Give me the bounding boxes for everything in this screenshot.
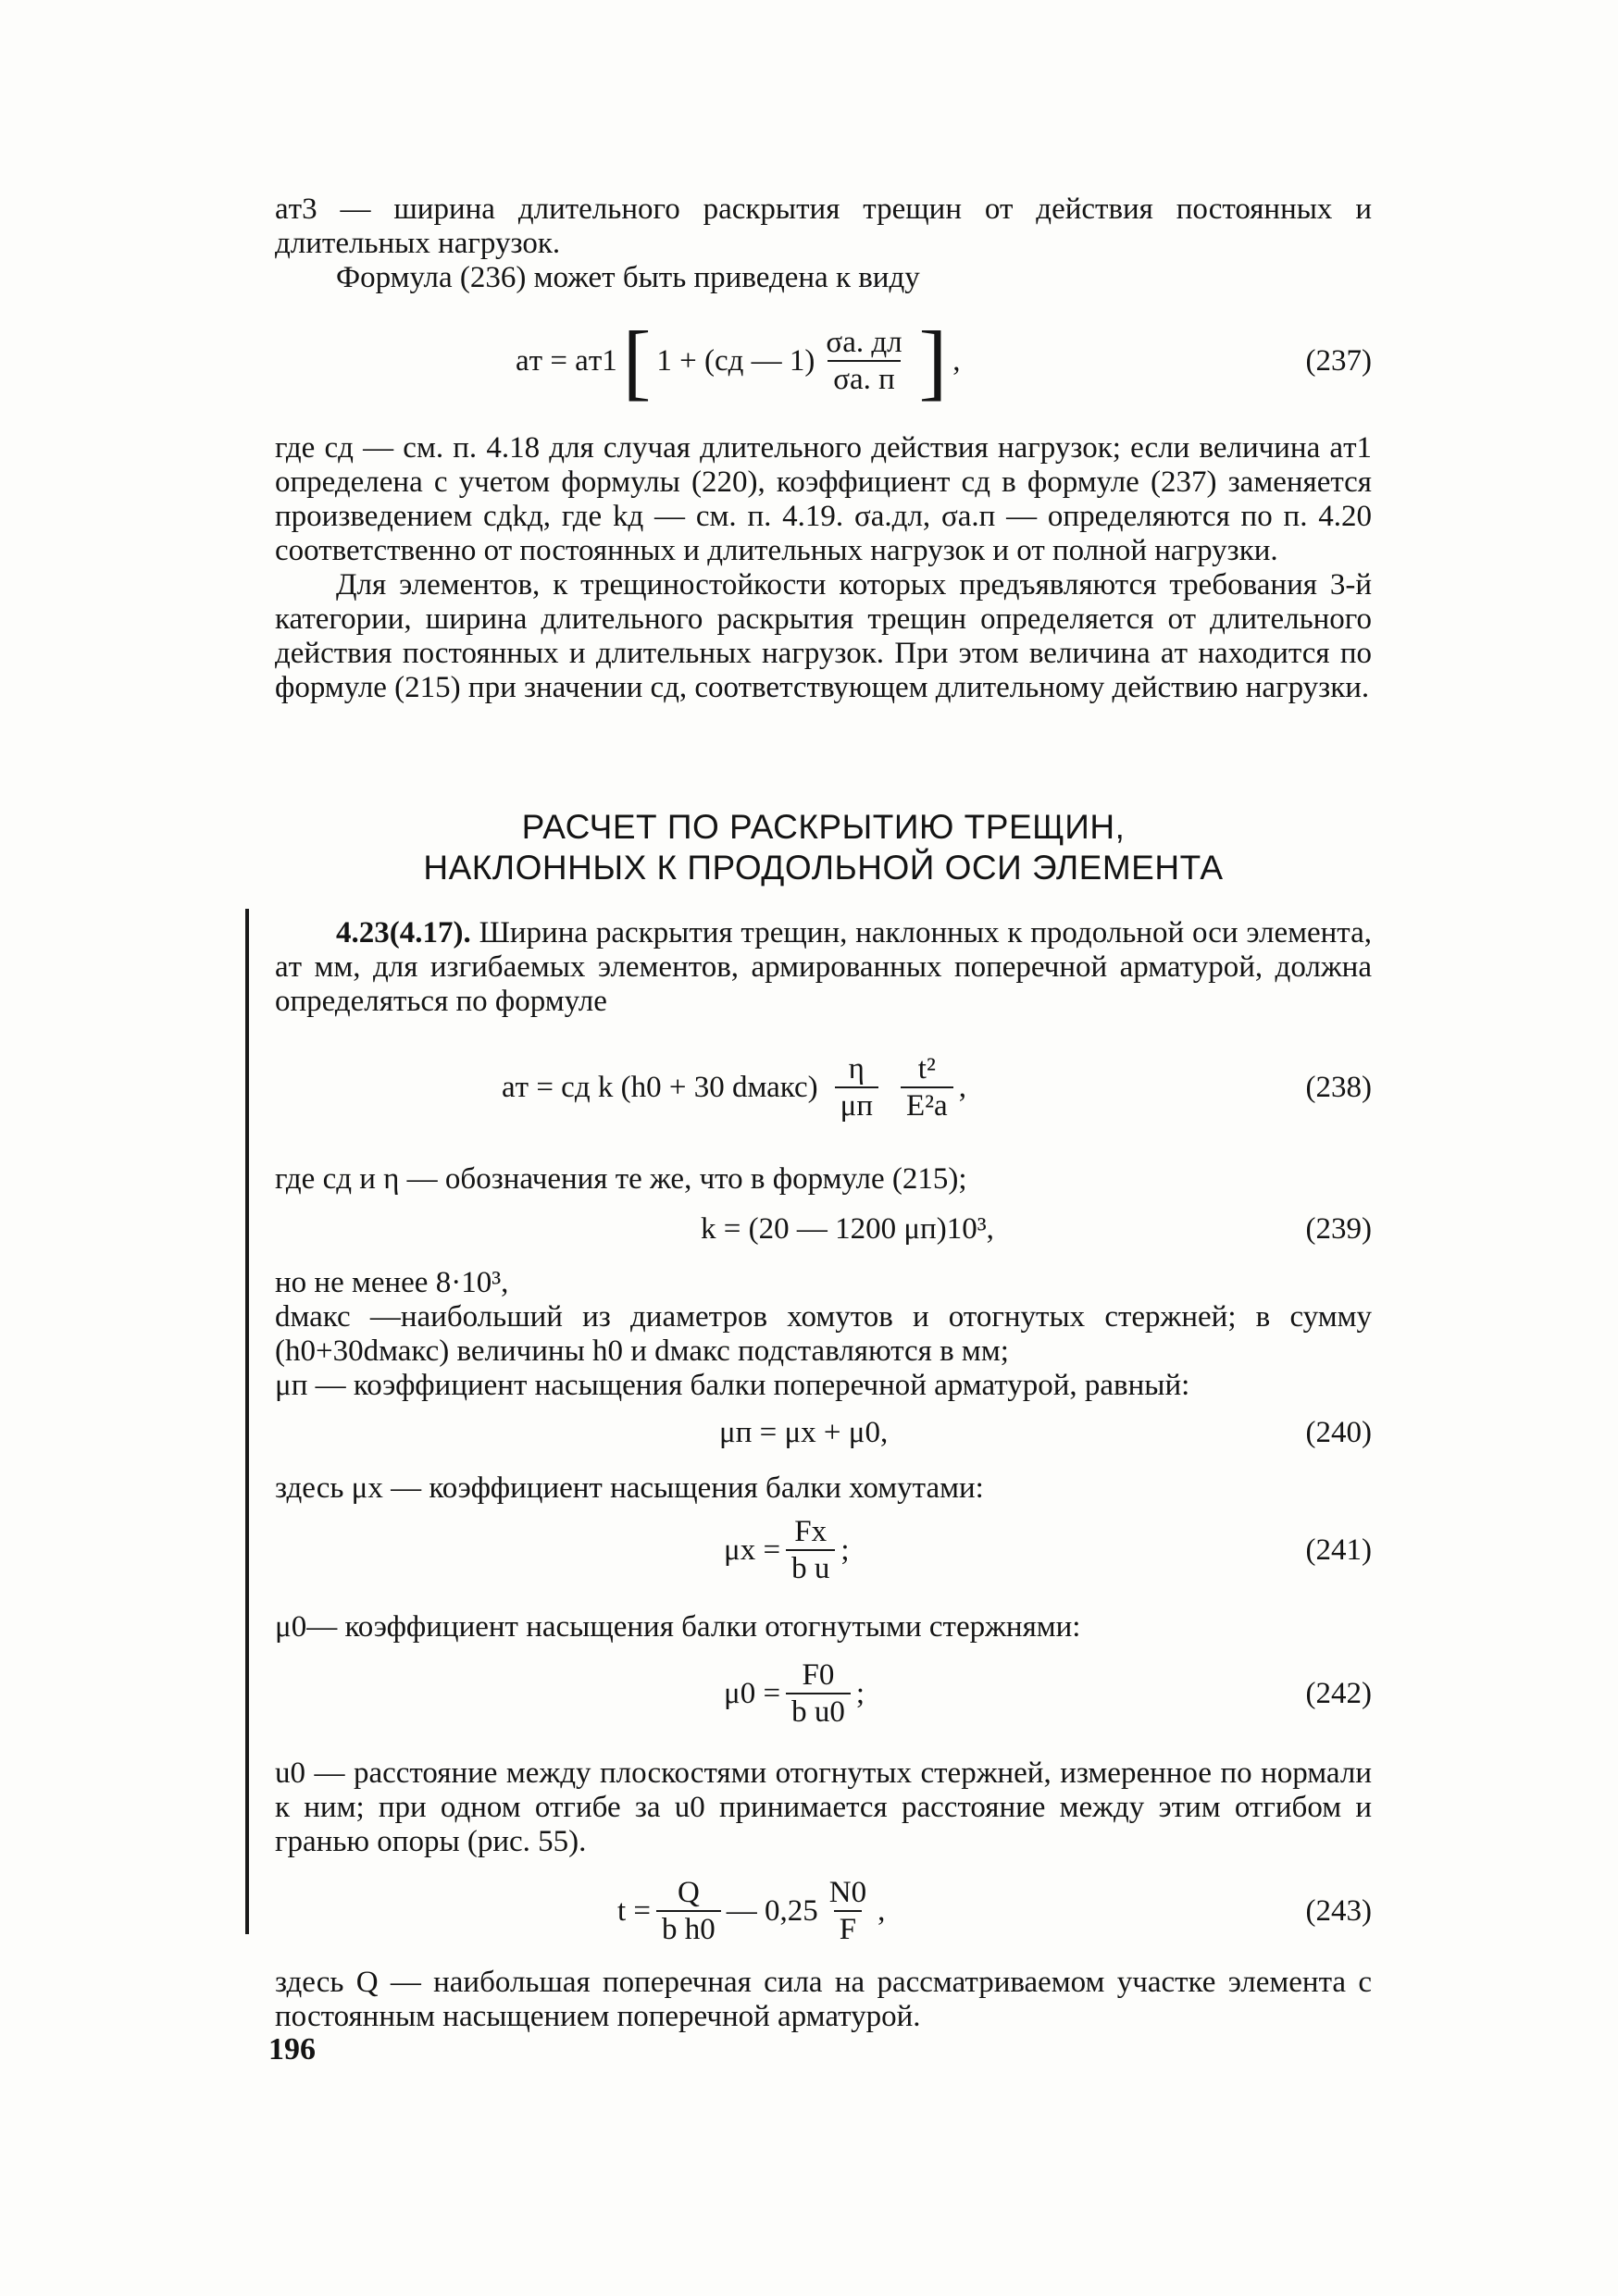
after-237-text <box>275 431 1372 705</box>
eq237-fraction <box>820 327 907 395</box>
eq243-number: (243) <box>1305 1893 1372 1928</box>
equation-239 <box>275 1196 1372 1262</box>
eq242-lhs: μ0 = <box>724 1676 781 1710</box>
paragraph-mu-0: μ0— коэффициент насыщения балки отогнутыми стержнями: <box>275 1610 1081 1644</box>
eq240-number: (240) <box>1305 1415 1372 1449</box>
eq238-number: (238) <box>1305 1070 1372 1104</box>
paragraph-where-cd: где cд — см. п. 4.18 для случая длительного действия нагрузок; если величина aт1 определена с учетом формулы (220), коэффициент cд в формуле (237) заменяется произведением cдkд, где kд — см. п. 4.19. σа.дл, σа.п — определяются по п. 4.20 соответственно от постоянных и длительных нагрузок и от полной нагрузки. <box>275 431 1372 567</box>
eq242-number: (242) <box>1305 1676 1372 1710</box>
eq243-tail: , <box>877 1893 886 1928</box>
section-number: 4.23(4.17). <box>336 916 471 949</box>
paragraph-mu-p: μп — коэффициент насыщения балки поперечной арматурой, равный: <box>275 1369 1190 1402</box>
eq237-numerator: σа. дл <box>826 326 902 359</box>
eq239-number: (239) <box>1305 1211 1372 1246</box>
after-243-text <box>275 1966 1372 2034</box>
section-text: Ширина раскрытия трещин, наклонных к продольной оси элемента, aт мм, для изгибаемых элементов, армированных поперечной арматурой, должна определяться по формуле <box>275 916 1373 1018</box>
paragraph-where-cd-eta: где cд и η — обозначения те же, что в формуле (215); <box>275 1162 967 1196</box>
eq238-lhs: aт = cд k (h0 + 30 dмакс) <box>502 1070 818 1104</box>
eq243-frac1-numerator: Q <box>677 1876 700 1909</box>
paragraph-formula-intro: Формула (236) может быть приведена к виду <box>336 261 920 294</box>
after-242-text <box>275 1756 1372 1859</box>
eq239-body: k = (20 — 1200 μп)10³, <box>701 1211 994 1246</box>
top-text-block <box>275 192 1372 295</box>
eq237-open: 1 + (cд — 1) <box>656 343 815 378</box>
paragraph-mu-x: здесь μх — коэффициент насыщения балки хомутами: <box>275 1471 984 1505</box>
eq242-numerator: F0 <box>802 1658 835 1692</box>
equation-237 <box>275 305 1372 416</box>
eq243-frac2-numerator: N0 <box>828 1876 867 1909</box>
equation-238 <box>275 1032 1372 1143</box>
eq243-fraction-n0 <box>824 1877 872 1945</box>
eq242-fraction <box>786 1659 851 1728</box>
equation-242 <box>275 1647 1372 1740</box>
eq243-lhs: t = <box>617 1893 652 1928</box>
eq237-tail: , <box>952 343 961 378</box>
eq242-tail: ; <box>855 1676 865 1710</box>
eq238-tail: , <box>958 1070 966 1104</box>
eq241-tail: ; <box>840 1533 850 1567</box>
eq238-frac2-numerator: t² <box>917 1052 936 1086</box>
right-bracket: ] <box>918 314 948 408</box>
eq240-body: μп = μх + μ0, <box>719 1415 889 1449</box>
left-bracket: [ <box>622 314 652 408</box>
equation-243 <box>275 1865 1372 1957</box>
eq241-fraction <box>786 1516 835 1584</box>
equation-241 <box>275 1504 1372 1596</box>
section-heading-line1: РАСЧЕТ ПО РАСКРЫТИЮ ТРЕЩИН, <box>521 808 1126 846</box>
eq238-frac2-denominator: E²а <box>901 1086 953 1122</box>
equation-240 <box>275 1403 1372 1462</box>
paragraph-u0: u0 — расстояние между плоскостями отогнутых стержней, измеренное по нормали к ним; при одном отгибе за u0 принимается расстояние между этим отгибом и гранью опоры (рис. 55). <box>275 1756 1372 1858</box>
eq237-denominator: σа. п <box>828 360 901 395</box>
after-239-text <box>275 1266 1372 1403</box>
eq242-denominator: b u0 <box>786 1693 851 1728</box>
after-238-text <box>275 1162 1372 1197</box>
paragraph-category-3: Для элементов, к трещиностойкости которых предъявляются требования 3-й категории, ширина длительного раскрытия трещин определяется от длительного действия постоянных и длительных нагрузок. При этом величина aт находится по формуле (215) при значении cд, соответствующем длительному действию нагрузки. <box>275 568 1372 704</box>
eq238-frac1-numerator: η <box>848 1052 865 1086</box>
after-241-text <box>275 1610 1372 1644</box>
paragraph-at3: aт3 — ширина длительного раскрытия трещин от действия постоянных и длительных нагрузок. <box>275 192 1372 260</box>
eq241-lhs: μх = <box>724 1533 781 1567</box>
eq241-numerator: Fх <box>794 1515 828 1548</box>
paragraph-dmax: dмакс —наибольший из диаметров хомутов и отогнутых стержней; в сумму (h0+30dмакс) величины h0 и dмакс подставляются в мм; <box>275 1300 1372 1368</box>
page-number: 196 <box>268 2032 316 2066</box>
eq241-number: (241) <box>1305 1533 1372 1567</box>
eq243-frac2-denominator: F <box>834 1910 862 1945</box>
eq237-lhs: aт = aт1 <box>516 343 617 378</box>
eq237-number: (237) <box>1305 343 1372 378</box>
paragraph-q: здесь Q — наибольшая поперечная сила на рассматриваемом участке элемента с постоянным насыщением поперечной арматурой. <box>275 1966 1372 2033</box>
margin-change-bar <box>245 909 249 1934</box>
eq238-fraction-t <box>901 1053 953 1122</box>
eq241-denominator: b u <box>786 1549 835 1584</box>
section-4-23 <box>275 916 1372 1019</box>
eq243-fraction-q <box>656 1877 721 1945</box>
eq243-mid: — 0,25 <box>726 1893 818 1928</box>
section-heading-line2: НАКЛОННЫХ К ПРОДОЛЬНОЙ ОСИ ЭЛЕМЕНТА <box>423 849 1224 887</box>
eq243-frac1-denominator: b h0 <box>656 1910 721 1945</box>
paragraph-min-value: но не менее 8·10³, <box>275 1266 509 1299</box>
eq238-frac1-denominator: μп <box>835 1086 878 1122</box>
section-heading <box>275 807 1372 888</box>
eq238-fraction-eta <box>835 1053 878 1122</box>
after-240-text <box>275 1471 1372 1506</box>
